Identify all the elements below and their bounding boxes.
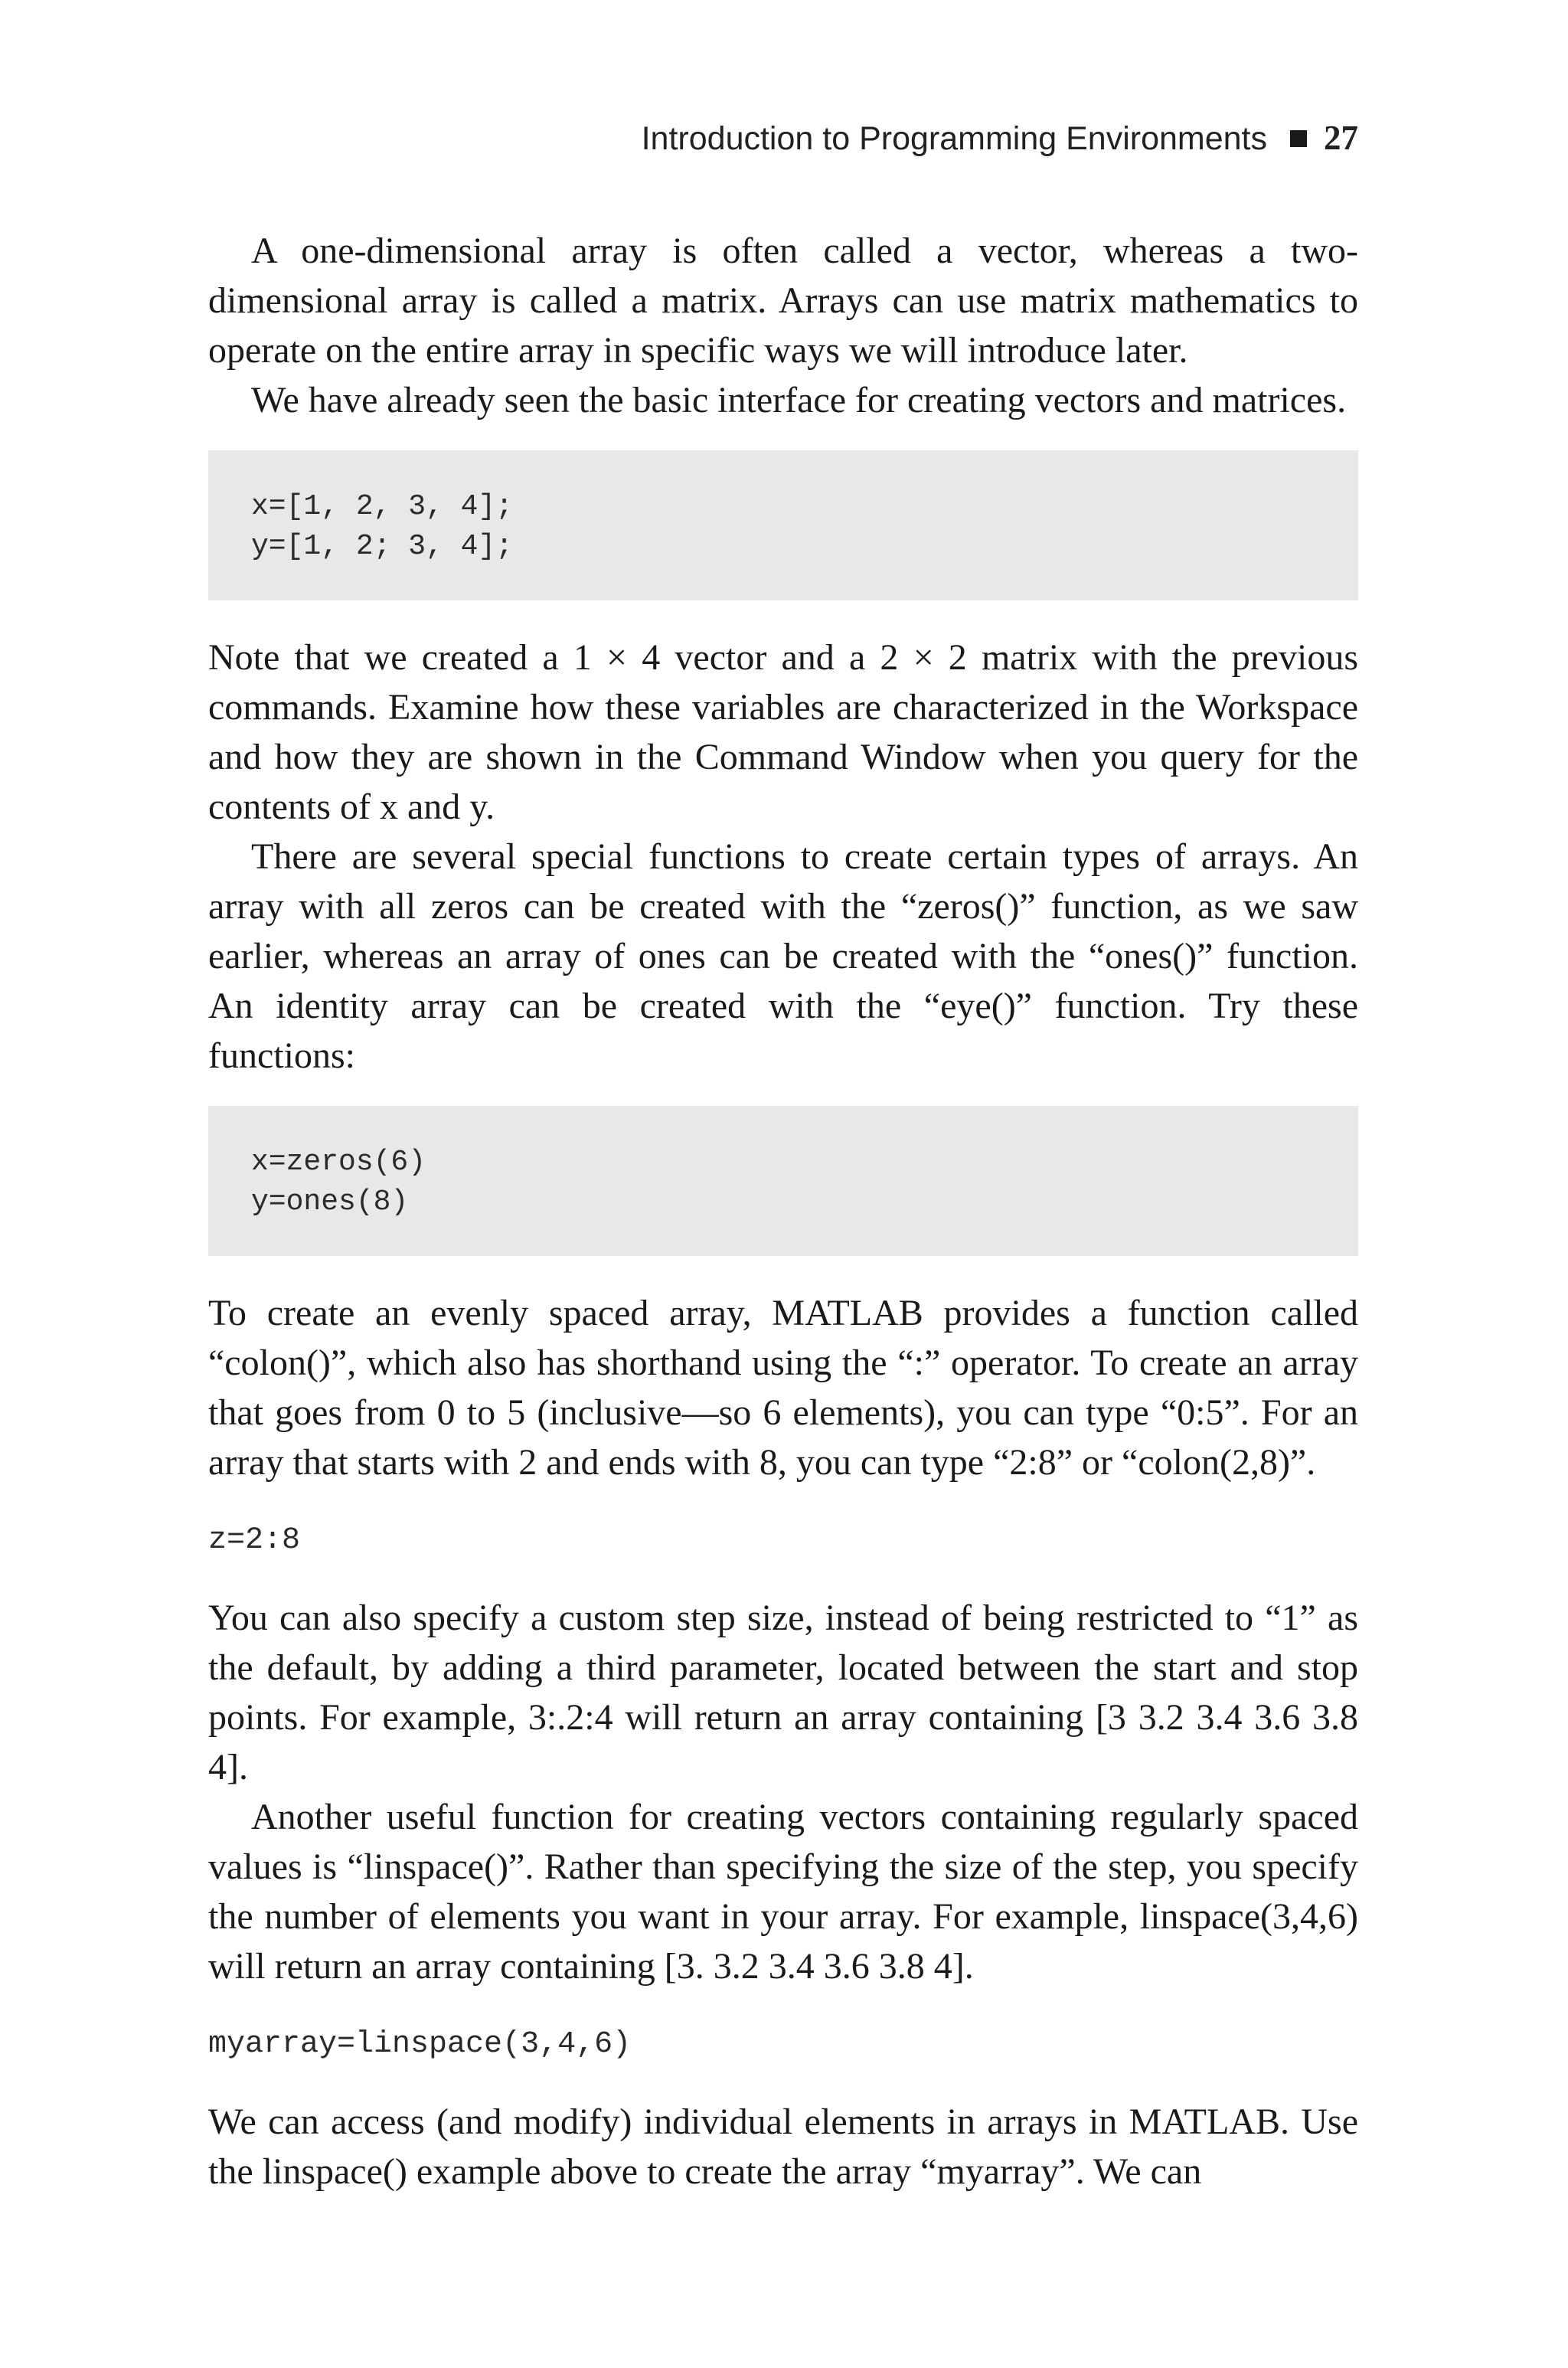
code-block-zeros-ones xyxy=(208,1106,1358,1256)
square-bullet-icon xyxy=(1290,130,1307,147)
code-line-colon: z=2:8 xyxy=(208,1523,301,1558)
code-block-create-arrays xyxy=(208,450,1358,600)
code-line: x=zeros(6) xyxy=(251,1146,426,1179)
paragraph-note-vector: Note that we created a 1 × 4 vector and a 2 × 2 matrix with the previous commands. Examine how these variables are characterized in the Workspace and how they are shown in the Command Window when you query for the contents of x and y. xyxy=(208,637,1358,827)
paragraph-basic-interface: We have already seen the basic interface for creating vectors and matrices. xyxy=(251,380,1347,420)
chapter-title: Introduction to Programming Environments xyxy=(641,120,1267,157)
paragraph-linspace: Another useful function for creating vectors containing regularly spaced values is “linspace()”. Rather than specifying the size of the step, you specify the number of elements you want in your array. For example, linspace(3,4,6) will return an array containing [3. 3.2 3.4 3.6 3.8 4]. xyxy=(208,1797,1358,1987)
code-line: y=ones(8) xyxy=(251,1186,409,1218)
page-body xyxy=(208,226,1358,2196)
paragraph-access-elements: We can access (and modify) individual elements in arrays in MATLAB. Use the linspace() example above to create the array “myarray”. We can xyxy=(208,2101,1358,2192)
paragraph-vector-matrix: A one-dimensional array is often called a vector, whereas a two-dimensional array is called a matrix. Arrays can use matrix mathematics to operate on the entire array in specific ways we will introduce later. xyxy=(208,231,1358,371)
page-number: 27 xyxy=(1324,119,1358,157)
paragraph-special-functions: There are several special functions to create certain types of arrays. An array with all zeros can be created with the “zeros()” function, as we saw earlier, whereas an array of ones can be created with the “ones()” function. An identity array can be created with the “eye()” function. Try these functions: xyxy=(208,836,1358,1076)
running-header xyxy=(208,118,1358,158)
code-line: x=[1, 2, 3, 4]; xyxy=(251,490,514,523)
paragraph-step-size: You can also specify a custom step size, instead of being restricted to “1” as the default, by adding a third parameter, located between the start and stop points. For example, 3:.2:4 will return an array containing [3 3.2 3.4 3.6 3.8 4]. xyxy=(208,1598,1358,1787)
code-line-linspace: myarray=linspace(3,4,6) xyxy=(208,2027,632,2062)
paragraph-colon: To create an evenly spaced array, MATLAB provides a function called “colon()”, which also has shorthand using the “:” operator. To create an array that goes from 0 to 5 (inclusive—so 6 elements), you can type “0:5”. For an array that starts with 2 and ends with 8, you can type “2:8” or “colon(2,8)”. xyxy=(208,1293,1358,1483)
code-line: y=[1, 2; 3, 4]; xyxy=(251,530,514,563)
